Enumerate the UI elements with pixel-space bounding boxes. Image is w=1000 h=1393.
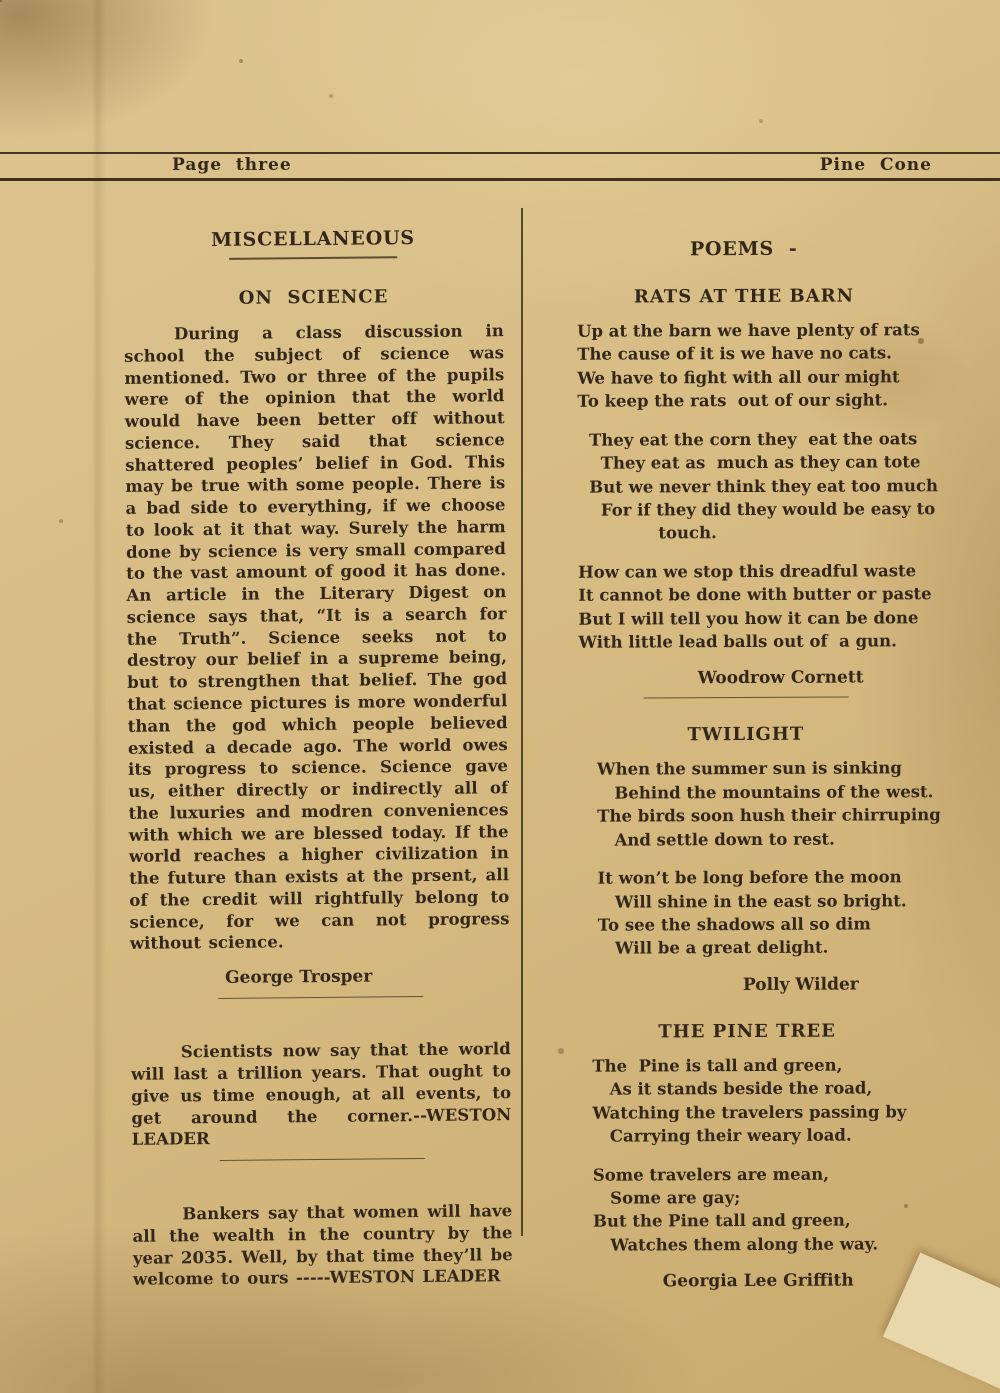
masthead [0, 152, 1000, 181]
paper-specks [0, 0, 2, 2]
poem-stanza: It won’t be long before the moon Will shine in the east so bright. To see the shadows all so dim Will be a great delight. [597, 867, 907, 959]
poems-column [543, 237, 950, 1292]
poems-title-text: POEMS [689, 237, 775, 261]
poem-byline: Polly Wilder [742, 974, 859, 995]
publication-name: Pine Cone [819, 155, 932, 175]
poem-title: TWILIGHT [687, 724, 805, 746]
article-body-on-science: During a class discussion in school the subject of science was mentioned. Two or three of the pupils were of the opinion that the world would have been better off without science. They said that science shattered peoples’ belief in God. This may be true with some people. There is a bad side to everything, if we choose to look at it that way. Surely the harm done by science is very small compared to the vast amount of good it has done. An article in the Literary Digest on science says that, “It is a search for the Truth”. Science seeks not to destroy our belief in a supreme being, but to strengthen that belief. The god that science pictures is more wonderful than the god which people believed existed a decade ago. The world owes its progress to science. Science gave us, either directly or indirectly all of the luxuries and modren conveniences with which we are blessed today. If the world reaches a higher civilization in the future than exists at the prsent, all of the credit will rightfully belong to science, for we can not progress without science. [124, 321, 510, 954]
article-byline: George Trosper [225, 966, 373, 989]
poem-title: RATS AT THE BARN [633, 285, 855, 308]
poem-stanza: They eat the corn they eat the oats They eat as much as they can tote But we never think they eat too much For if they did they would be easy to touch. [577, 428, 939, 544]
poem-byline: Woodrow Cornett [697, 667, 864, 689]
article-title-on-science: ON SCIENCE [238, 286, 389, 309]
poem-stanza: How can we stop this dreadful waste It cannot be done with butter or paste But I will tell you how it can be done With little lead balls out of a gun. [578, 561, 932, 652]
poem-title: THE PINE TREE [658, 1020, 836, 1043]
page-number-label: Page three [172, 155, 292, 175]
poem-rats-at-the-barn [543, 285, 947, 699]
byline-rule [218, 996, 423, 999]
section-title-poems [543, 237, 945, 261]
poem-stanza: When the summer sun is sinking Behind the mountains of the west. The birds soon hush their chirruping And settle down to rest. [596, 758, 941, 850]
poem-byline: Georgia Lee Griffith [662, 1270, 854, 1292]
poem-the-pine-tree [546, 1020, 949, 1292]
poem-stanza: Some travelers are mean, Some are gay; But the Pine tall and green, Watches them along the way. [592, 1164, 879, 1255]
column-divider-rule [521, 208, 523, 1236]
miscellaneous-column [123, 226, 513, 1291]
poem-twilight [545, 724, 948, 996]
stray-ink-mark: - [788, 237, 798, 260]
section-title-miscellaneous: MISCELLANEOUS [211, 227, 416, 252]
title-underline-rule [229, 256, 397, 260]
filler-item-scientists: Scientists now say that the world will last a trillion years. That ought to give us time enough, at all events, to get around the corner.--WESTON LEADER [130, 1039, 512, 1150]
filler-item-bankers: Bankers say that women will have all the wealth in the country by the year 2035. Well, by that time they’ll be welcome to ours -----WESTON LEADER [132, 1201, 513, 1290]
poem-divider-rule [643, 697, 848, 699]
poem-stanza: The Pine is tall and green, As it stands beside the road, Watching the travelers passing by Carrying their weary load. [592, 1055, 907, 1146]
filler-rule [219, 1158, 424, 1161]
poem-stanza: Up at the barn we have plenty of rats The cause of it is we have no cats. We have to fight with all our might To keep the rats out of our sight. [577, 320, 920, 411]
